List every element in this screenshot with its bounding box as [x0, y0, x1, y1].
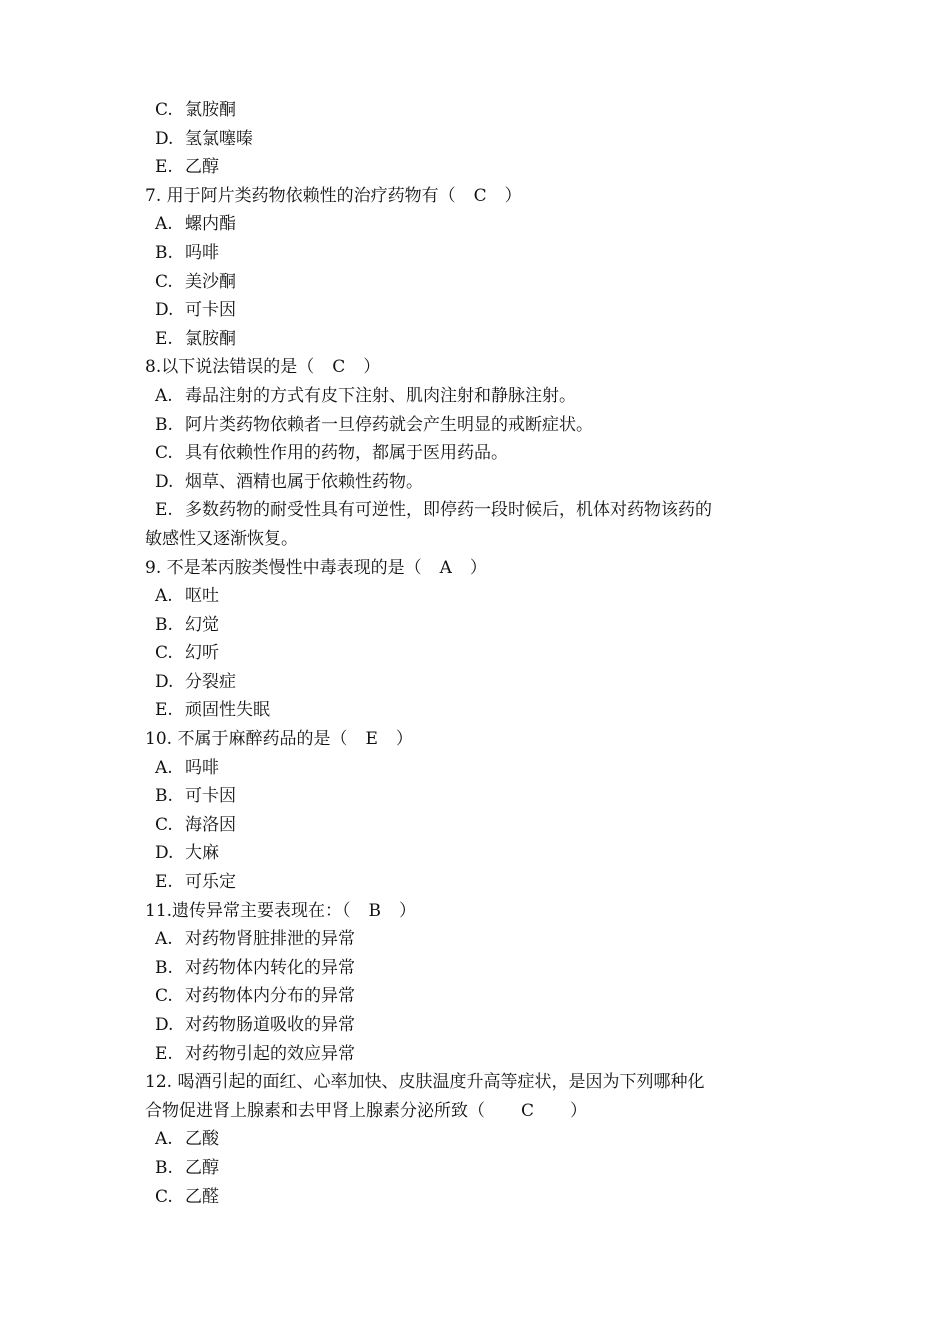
option [145, 268, 785, 297]
option [145, 210, 785, 239]
option [145, 125, 785, 154]
option [145, 611, 785, 640]
option-text: 分裂症 [185, 671, 236, 692]
option-letter: B. [155, 414, 173, 435]
question-stem [145, 1068, 785, 1097]
answer-letter: E [365, 729, 378, 750]
option-letter: B. [155, 1157, 173, 1178]
option [145, 696, 785, 725]
option-letter: D. [155, 128, 174, 149]
stem-text-line2: 合物促进肾上腺素和去甲肾上腺素分泌所致（ [145, 1100, 485, 1121]
question-stem [145, 182, 785, 211]
option [145, 811, 785, 840]
option [145, 925, 785, 954]
option-letter: C. [155, 814, 173, 835]
question-stem-line2 [145, 1097, 785, 1126]
option [145, 439, 785, 468]
option-text: 氯胺酮 [185, 328, 236, 349]
question-stem [145, 897, 785, 926]
option-text: 美沙酮 [185, 271, 236, 292]
option-letter: D. [155, 843, 174, 864]
option [145, 1125, 785, 1154]
option-letter: B. [155, 957, 173, 978]
option-text: 吗啡 [185, 757, 219, 778]
option-letter: C. [155, 100, 173, 120]
option-letter: E. [155, 157, 173, 178]
option-text: 海洛因 [185, 814, 236, 835]
option-letter: D. [155, 1015, 174, 1035]
stem-text: 7. 用于阿片类药物依赖性的治疗药物有（ [145, 185, 456, 206]
option-text: 顽固性失眠 [185, 700, 270, 721]
stem-end: ） [395, 729, 413, 750]
option-text: 对药物肠道吸收的异常 [185, 1015, 355, 1035]
question-list [145, 96, 785, 1211]
option [145, 411, 785, 440]
option-letter: A. [155, 385, 173, 406]
option-letter: E. [155, 872, 173, 893]
option [145, 1183, 785, 1212]
option-letter: A. [155, 586, 173, 607]
option [145, 1154, 785, 1183]
stem-end: ） [570, 1100, 588, 1121]
option [145, 582, 785, 611]
stem-text: 12. 喝酒引起的面红、心率加快、皮肤温度升高等症状，是因为下列哪种化 [145, 1072, 705, 1093]
option-letter: D. [155, 300, 174, 321]
option-letter: B. [155, 786, 173, 807]
option [145, 325, 785, 354]
option-letter: E. [155, 700, 173, 721]
option-text: 可卡因 [185, 300, 236, 321]
option-letter: A. [155, 214, 173, 235]
option-text: 乙酸 [185, 1129, 219, 1150]
option-letter: B. [155, 614, 173, 635]
answer-letter: C [332, 357, 346, 378]
option-letter: E. [155, 500, 173, 521]
option-letter: C. [155, 643, 173, 664]
option-text: 呕吐 [185, 586, 219, 607]
option-text: 氢氯噻嗪 [185, 128, 253, 149]
option [145, 668, 785, 697]
option [145, 982, 785, 1011]
option-text: 乙醛 [185, 1186, 219, 1207]
answer-letter: A [439, 557, 452, 578]
stem-text: 9. 不是苯丙胺类慢性中毒表现的是（ [145, 557, 422, 578]
option-text: 毒品注射的方式有皮下注射、肌肉注射和静脉注射。 [185, 385, 576, 406]
option-letter: C. [155, 271, 173, 292]
option [145, 1040, 785, 1069]
option-letter: A. [155, 1129, 173, 1150]
option-text: 螺内酯 [185, 214, 236, 235]
option-text: 阿片类药物依赖者一旦停药就会产生明显的戒断症状。 [185, 414, 593, 435]
option-text: 可乐定 [185, 872, 236, 893]
option-text: 幻觉 [185, 614, 219, 635]
stem-text: 8.以下说法错误的是（ [145, 357, 315, 378]
option-text: 多数药物的耐受性具有可逆性，即停药一段时候后，机体对药物该药的 [185, 500, 712, 521]
stem-end: ） [504, 185, 522, 206]
option [145, 96, 785, 125]
option-text: 氯胺酮 [185, 100, 236, 120]
stem-end: ） [399, 900, 417, 921]
answer-letter: C [521, 1100, 535, 1121]
answer-letter: C [473, 185, 487, 206]
option-text: 乙醇 [185, 1157, 219, 1178]
option [145, 754, 785, 783]
option-letter: C. [155, 1186, 173, 1207]
option [145, 468, 785, 497]
option-text: 具有依赖性作用的药物，都属于医用药品。 [185, 443, 508, 464]
option [145, 296, 785, 325]
option-text: 对药物肾脏排泄的异常 [185, 929, 355, 950]
option [145, 639, 785, 668]
option [145, 782, 785, 811]
option-letter: C. [155, 986, 173, 1007]
question-stem [145, 725, 785, 754]
option-continuation: 敏感性又逐渐恢复。 [145, 528, 298, 549]
option-letter: A. [155, 929, 173, 950]
option [145, 153, 785, 182]
option-letter: E. [155, 328, 173, 349]
option-text: 对药物体内分布的异常 [185, 986, 355, 1007]
option [145, 839, 785, 868]
option [145, 868, 785, 897]
option-text: 大麻 [185, 843, 219, 864]
option-text: 吗啡 [185, 242, 219, 263]
option [145, 382, 785, 411]
option-text: 乙醇 [185, 157, 219, 178]
option-letter: B. [155, 242, 173, 263]
option [145, 239, 785, 268]
question-stem [145, 353, 785, 382]
option-letter: D. [155, 671, 174, 692]
option-letter: C. [155, 443, 173, 464]
option [145, 954, 785, 983]
stem-end: ） [469, 557, 487, 578]
stem-text: 11.遗传异常主要表现在：（ [145, 900, 351, 921]
answer-letter: B [368, 900, 382, 921]
option-letter: D. [155, 471, 174, 492]
option-text: 对药物体内转化的异常 [185, 957, 355, 978]
option-text: 幻听 [185, 643, 219, 664]
option-letter: E. [155, 1043, 173, 1064]
option-text: 可卡因 [185, 786, 236, 807]
option-text: 对药物引起的效应异常 [185, 1043, 355, 1064]
option [145, 496, 785, 525]
question-stem [145, 554, 785, 583]
stem-text: 10. 不属于麻醉药品的是（ [145, 729, 348, 750]
stem-end: ） [363, 357, 381, 378]
option [145, 1011, 785, 1040]
option-text: 烟草、酒精也属于依赖性药物。 [185, 471, 423, 492]
option-letter: A. [155, 757, 173, 778]
